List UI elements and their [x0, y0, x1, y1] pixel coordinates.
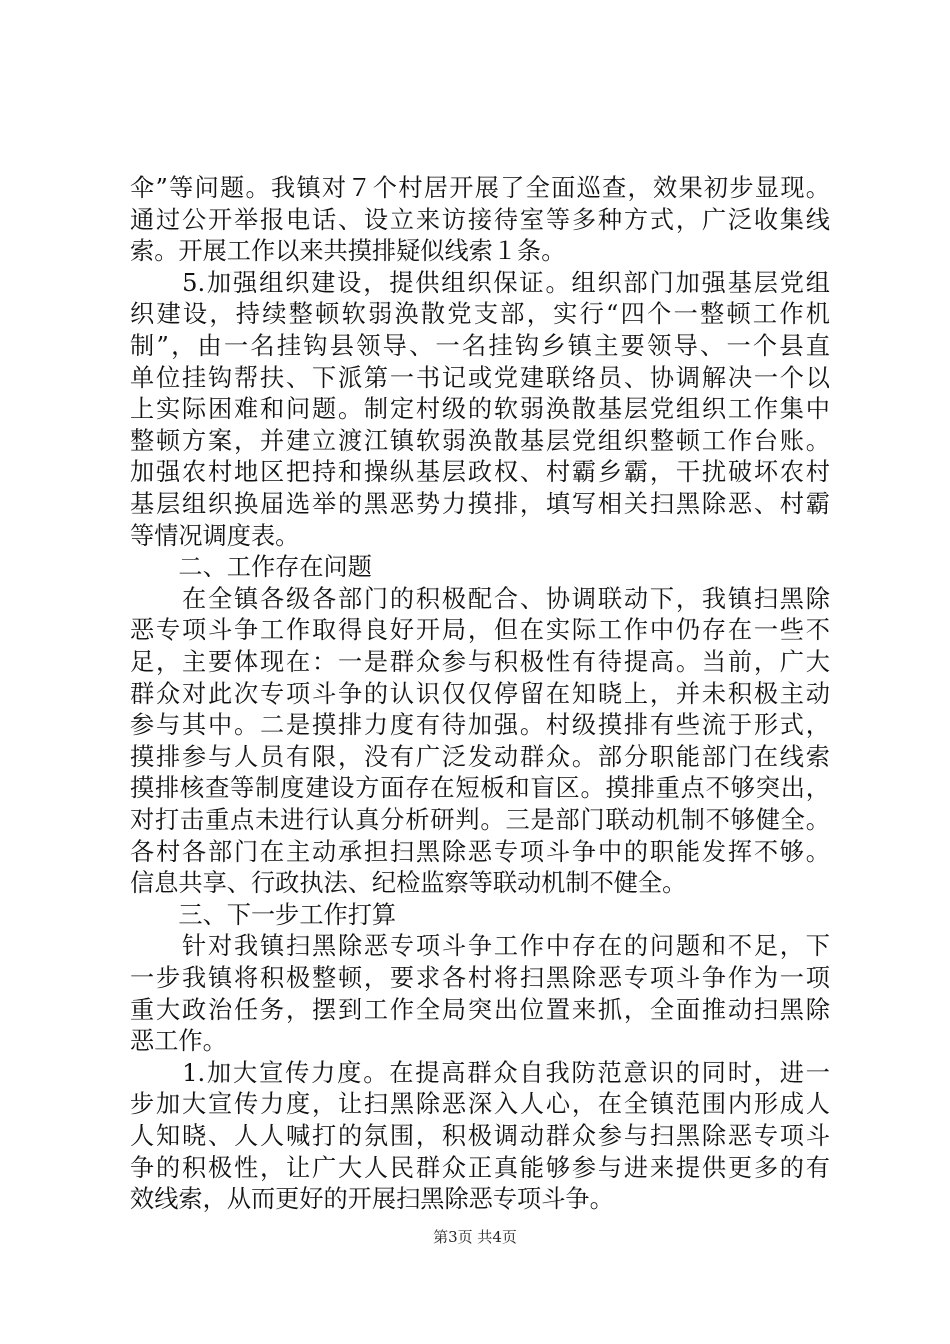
text-line: 恶工作。 — [130, 1027, 227, 1056]
text-line: 制”，由一名挂钩县领导、一名挂钩乡镇主要领导、一个县直 — [130, 332, 830, 360]
text-line: 索。开展工作以来共摸排疑似线索１条。 — [130, 237, 566, 266]
text-line: 整顿方案，并建立渡江镇软弱涣散基层党组织整顿工作台账。 — [130, 426, 830, 455]
section-heading: 二、工作存在问题 — [130, 553, 372, 582]
text-line: 单位挂钩帮扶、下派第一书记或党建联络员、协调解决一个以 — [130, 363, 830, 392]
text-line: 人知晓、人人喊打的氛围，积极调动群众参与扫黑除恶专项斗 — [130, 1122, 830, 1150]
text-line: 信息共享、行政执法、纪检监察等联动机制不健全。 — [130, 869, 687, 898]
text-line: 通过公开举报电话、设立来访接待室等多种方式，广泛收集线 — [130, 205, 830, 234]
text-line: 争的积极性，让广大人民群众正真能够参与进来提供更多的有 — [130, 1153, 830, 1182]
text-line: 各村各部门在主动承担扫黑除恶专项斗争中的职能发挥不够。 — [130, 837, 830, 866]
text-line: 群众对此次专项斗争的认识仅仅停留在知晓上，并未积极主动 — [130, 679, 830, 708]
text-line: 摸排核查等制度建设方面存在短板和盲区。摸排重点不够突出， — [130, 774, 830, 803]
text-line: 1.加大宣传力度。在提高群众自我防范意识的同时，进一 — [130, 1058, 830, 1087]
text-line: 步加大宣传力度，让扫黑除恶深入人心，在全镇范围内形成人 — [130, 1090, 830, 1119]
text-line: 对打击重点未进行认真分析研判。三是部门联动机制不够健全。 — [130, 806, 830, 834]
text-line: 针对我镇扫黑除恶专项斗争工作中存在的问题和不足，下 — [130, 932, 830, 961]
text-line: 基层组织换届选举的黑恶势力摸排，填写相关扫黑除恶、村霸 — [130, 490, 830, 518]
text-line: 参与其中。二是摸排力度有待加强。村级摸排有些流于形式， — [130, 711, 830, 740]
text-line: 加强农村地区把持和操纵基层政权、村霸乡霸，干扰破坏农村 — [130, 458, 830, 487]
text-line: 上实际困难和问题。制定村级的软弱涣散基层党组织工作集中 — [130, 395, 830, 424]
text-line: 摸排参与人员有限，没有广泛发动群众。部分职能部门在线索 — [130, 742, 830, 771]
text-line: 织建设，持续整顿软弱涣散党支部，实行“四个一整顿工作机 — [130, 300, 830, 329]
text-line: 恶专项斗争工作取得良好开局，但在实际工作中仍存在一些不 — [130, 616, 830, 645]
text-line: 伞”等问题。我镇对７个村居开展了全面巡查，效果初步显现。 — [130, 174, 830, 202]
text-line: 效线索，从而更好的开展扫黑除恶专项斗争。 — [130, 1185, 614, 1214]
text-line: 等情况调度表。 — [130, 521, 300, 550]
text-line: 一步我镇将积极整顿，要求各村将扫黑除恶专项斗争作为一项 — [130, 964, 830, 992]
text-line: 重大政治任务，摆到工作全局突出位置来抓，全面推动扫黑除 — [130, 995, 830, 1024]
section-heading: 三、下一步工作打算 — [130, 900, 397, 929]
text-line: 5.加强组织建设，提供组织保证。组织部门加强基层党组 — [130, 268, 830, 297]
page-number-footer: 第3页 共4页 — [433, 1228, 517, 1246]
text-line: 在全镇各级各部门的积极配合、协调联动下，我镇扫黑除 — [130, 584, 830, 613]
text-line: 足，主要体现在：一是群众参与积极性有待提高。当前，广大 — [130, 648, 830, 676]
